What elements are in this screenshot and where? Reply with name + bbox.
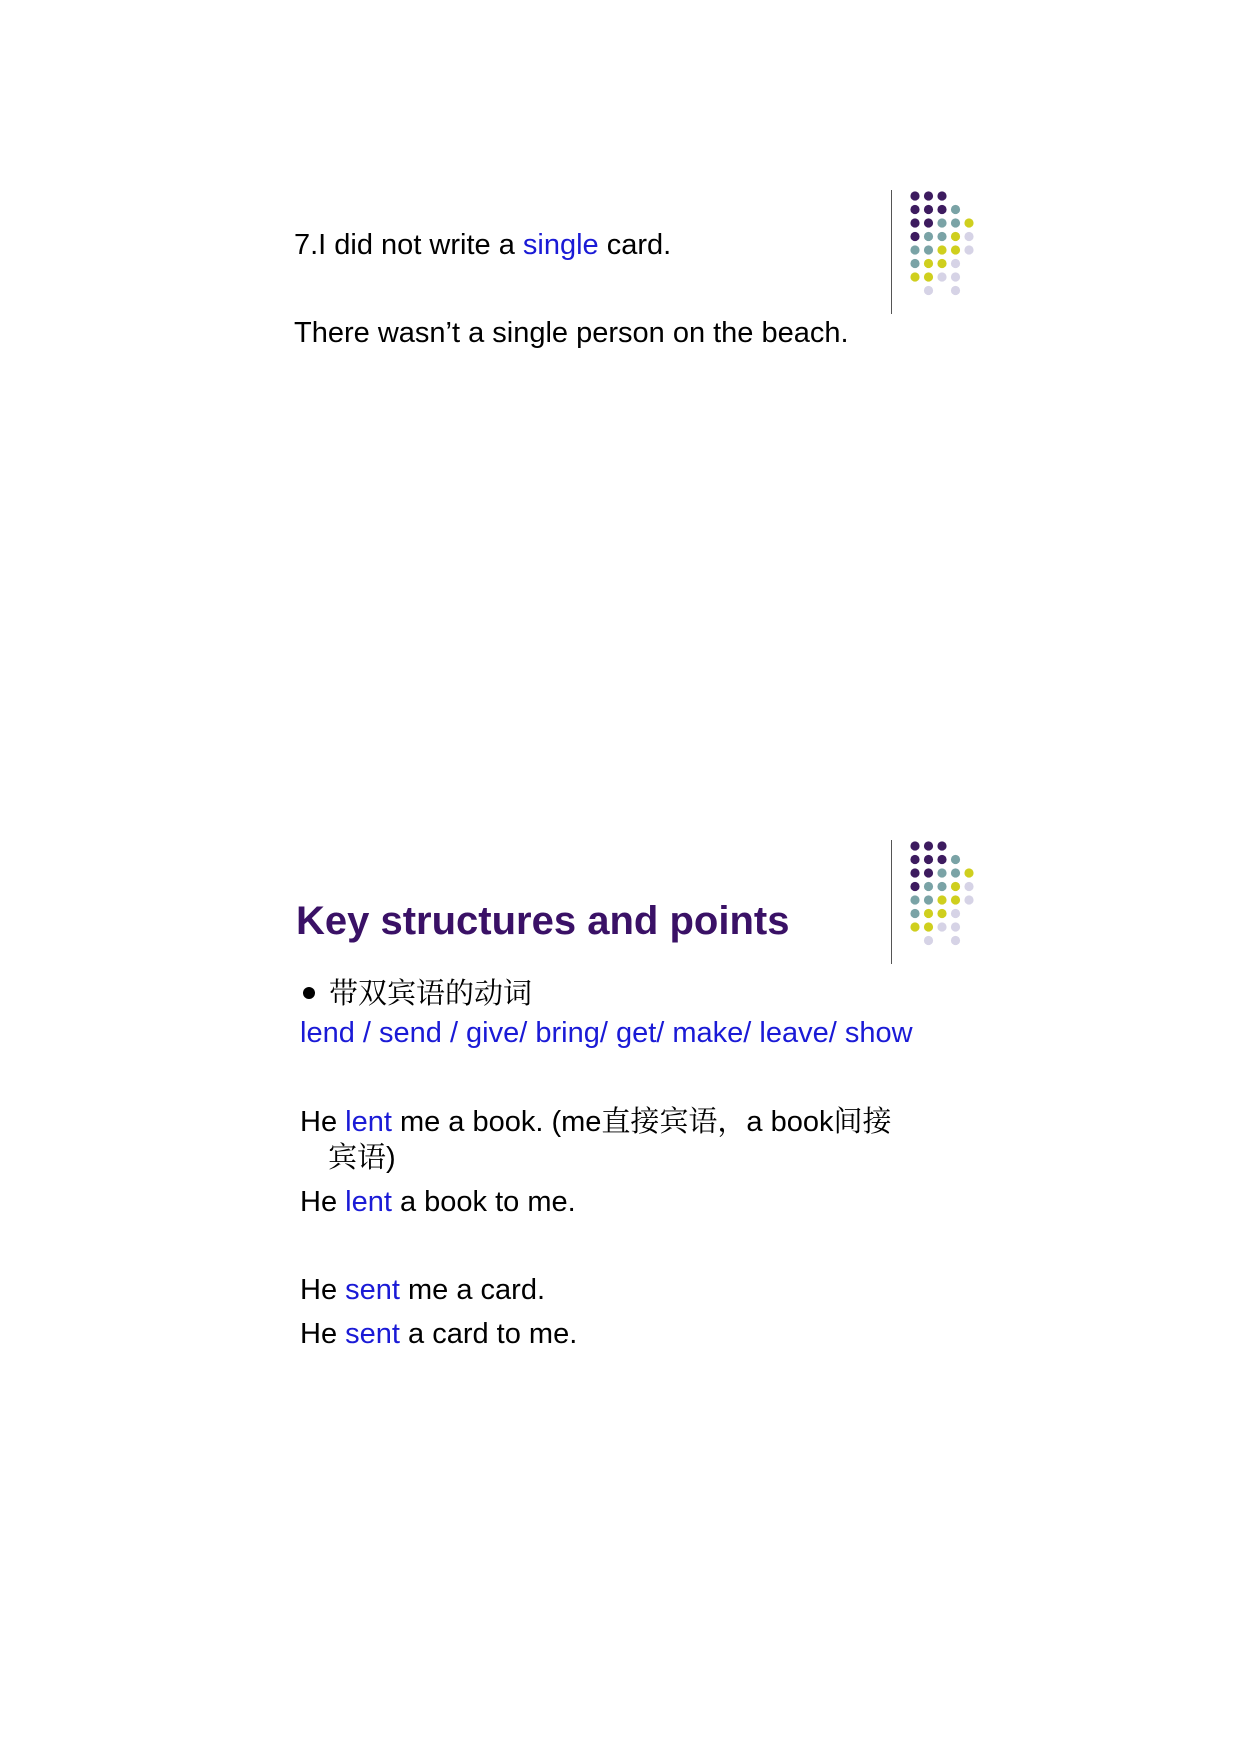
highlight-word: sent xyxy=(345,1274,400,1306)
decorative-dot xyxy=(964,232,973,241)
decorative-dot xyxy=(910,272,919,281)
decorative-dot xyxy=(951,205,960,214)
dot-grid-icon xyxy=(901,840,981,950)
decorative-dot xyxy=(937,882,946,891)
decorative-dot xyxy=(937,259,946,268)
decorative-dot xyxy=(951,245,960,254)
dot-grid-icon xyxy=(901,190,981,300)
example-prefix: He xyxy=(300,1318,346,1350)
highlight-word: lent xyxy=(345,1186,392,1218)
decorative-dot xyxy=(924,922,933,931)
decorative-dot xyxy=(924,245,933,254)
decorative-dot xyxy=(924,841,933,850)
decorative-dot xyxy=(910,909,919,918)
decorative-dot xyxy=(910,191,919,200)
example-suffix: a book to me. xyxy=(391,1186,576,1218)
example-prefix: He xyxy=(300,1106,346,1138)
decorative-dot xyxy=(964,882,973,891)
divider-line xyxy=(891,840,892,964)
example-suffix: me a book. (me直接宾语，a book间接 xyxy=(391,1106,892,1138)
decorative-dot xyxy=(951,909,960,918)
decorative-dot xyxy=(964,895,973,904)
decorative-dot xyxy=(937,191,946,200)
example-suffix: me a card. xyxy=(399,1274,546,1306)
decorative-dot xyxy=(937,922,946,931)
decorative-dot xyxy=(910,855,919,864)
decorative-dot xyxy=(910,218,919,227)
decorative-dot xyxy=(937,272,946,281)
slide-title: Key structures and points xyxy=(296,899,790,943)
decorative-dot xyxy=(924,895,933,904)
decorative-dot xyxy=(951,272,960,281)
decorative-dot xyxy=(937,218,946,227)
decorative-dot xyxy=(951,286,960,295)
decorative-dot xyxy=(910,895,919,904)
example-continuation: 宾语) xyxy=(328,1142,396,1174)
example-sentence xyxy=(300,1184,576,1220)
decorative-dot xyxy=(964,868,973,877)
decorative-dot xyxy=(937,205,946,214)
decorative-dot xyxy=(951,895,960,904)
decorative-dot xyxy=(951,922,960,931)
decorative-dot xyxy=(910,259,919,268)
decorative-dot xyxy=(937,868,946,877)
example-sentence xyxy=(300,1272,545,1308)
decorative-dot xyxy=(937,855,946,864)
decorative-dot xyxy=(951,232,960,241)
sentence-single-person: There wasn’t a single person on the beach. xyxy=(294,317,849,349)
decorative-dot xyxy=(910,232,919,241)
decorative-dot xyxy=(924,232,933,241)
dot-grid-decoration xyxy=(891,840,981,964)
slide-2 xyxy=(0,800,1241,1420)
example-prefix: He xyxy=(300,1186,346,1218)
decorative-dot xyxy=(924,205,933,214)
sentence-single-card xyxy=(294,227,671,263)
decorative-dot xyxy=(910,882,919,891)
bullet-text: 带双宾语的动词 xyxy=(329,976,533,1010)
decorative-dot xyxy=(924,882,933,891)
slide-1 xyxy=(0,150,1241,770)
decorative-dot xyxy=(924,868,933,877)
decorative-dot xyxy=(951,882,960,891)
decorative-dot xyxy=(924,259,933,268)
decorative-dot xyxy=(924,191,933,200)
decorative-dot xyxy=(937,909,946,918)
dot-grid-decoration xyxy=(891,190,981,314)
divider-line xyxy=(891,190,892,314)
decorative-dot xyxy=(924,909,933,918)
decorative-dot xyxy=(910,868,919,877)
decorative-dot xyxy=(924,936,933,945)
decorative-dot xyxy=(951,855,960,864)
decorative-dot xyxy=(924,286,933,295)
example-prefix: He xyxy=(300,1274,346,1306)
decorative-dot xyxy=(937,841,946,850)
decorative-dot xyxy=(951,936,960,945)
verb-list: lend / send / give/ bring/ get/ make/ leave/ show xyxy=(300,1017,913,1049)
decorative-dot xyxy=(964,218,973,227)
decorative-dot xyxy=(910,841,919,850)
decorative-dot xyxy=(910,205,919,214)
example-sentence xyxy=(300,1316,577,1352)
sentence-prefix: 7.I did not write a xyxy=(294,229,523,261)
decorative-dot xyxy=(924,218,933,227)
decorative-dot xyxy=(964,245,973,254)
decorative-dot xyxy=(951,868,960,877)
bullet-item xyxy=(303,975,532,1012)
highlight-word: single xyxy=(522,229,599,261)
highlight-word: sent xyxy=(345,1318,400,1350)
decorative-dot xyxy=(951,259,960,268)
decorative-dot xyxy=(937,245,946,254)
decorative-dot xyxy=(924,855,933,864)
bullet-icon xyxy=(303,987,315,999)
decorative-dot xyxy=(924,272,933,281)
decorative-dot xyxy=(910,245,919,254)
example-suffix: a card to me. xyxy=(399,1318,578,1350)
decorative-dot xyxy=(937,895,946,904)
sentence-suffix: card. xyxy=(598,229,672,261)
example-sentence xyxy=(300,1104,892,1140)
highlight-word: lent xyxy=(345,1106,392,1138)
decorative-dot xyxy=(937,232,946,241)
decorative-dot xyxy=(951,218,960,227)
decorative-dot xyxy=(910,922,919,931)
